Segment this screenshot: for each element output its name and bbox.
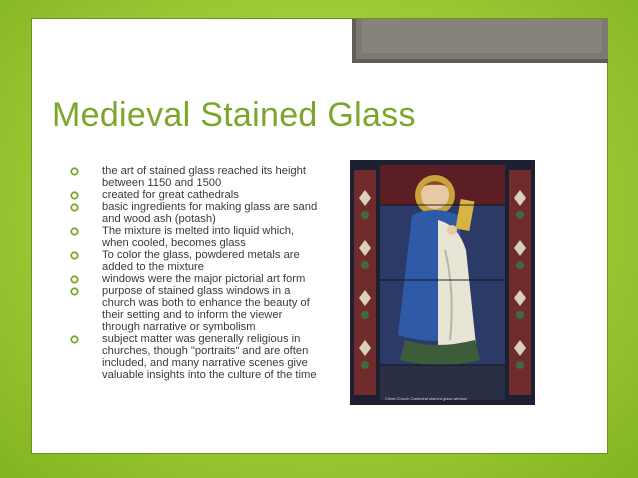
image-caption: Christ Church Cathedral stained glass window <box>385 396 467 401</box>
bullet-text: purpose of stained glass windows in a church was both to enhance the beauty of their setting and to inform the viewer through narrative or symbolism <box>102 285 310 333</box>
bullet-text: The mixture is melted into liquid which, when cooled, becomes glass <box>102 225 295 249</box>
bullet-text: subject matter was generally religious in churches, though "portraits" and are often included, and many narrative scenes give valuable insights into the culture of the time <box>102 333 317 381</box>
ring-bullet-icon <box>70 251 79 260</box>
ring-bullet-icon <box>70 203 79 212</box>
stained-glass-illustration <box>350 160 535 405</box>
bullet-text: created for great cathedrals <box>102 189 239 201</box>
bullet-text: the art of stained glass reached its height between 1150 and 1500 <box>102 165 306 189</box>
bullet-item <box>68 285 318 333</box>
stained-glass-photo <box>350 160 535 405</box>
bullet-item <box>68 165 318 189</box>
ring-bullet-icon <box>70 167 79 176</box>
bullet-text: To color the glass, powdered metals are added to the mixture <box>102 249 300 273</box>
bullet-item <box>68 333 318 381</box>
bullet-item <box>68 189 318 201</box>
ring-bullet-icon <box>70 287 79 296</box>
ring-bullet-icon <box>70 191 79 200</box>
bullet-item <box>68 249 318 273</box>
bullet-item <box>68 273 318 285</box>
bullet-item <box>68 225 318 249</box>
bullet-text: basic ingredients for making glass are sand and wood ash (potash) <box>102 201 318 225</box>
ring-bullet-icon <box>70 335 79 344</box>
header-bar <box>352 19 608 63</box>
bullet-list <box>68 165 318 381</box>
ring-bullet-icon <box>70 275 79 284</box>
bullet-item <box>68 201 318 225</box>
header-bar-inner <box>362 19 602 53</box>
ring-bullet-icon <box>70 227 79 236</box>
bullet-text: windows were the major pictorial art form <box>102 273 306 285</box>
slide-title: Medieval Stained Glass <box>52 96 416 134</box>
